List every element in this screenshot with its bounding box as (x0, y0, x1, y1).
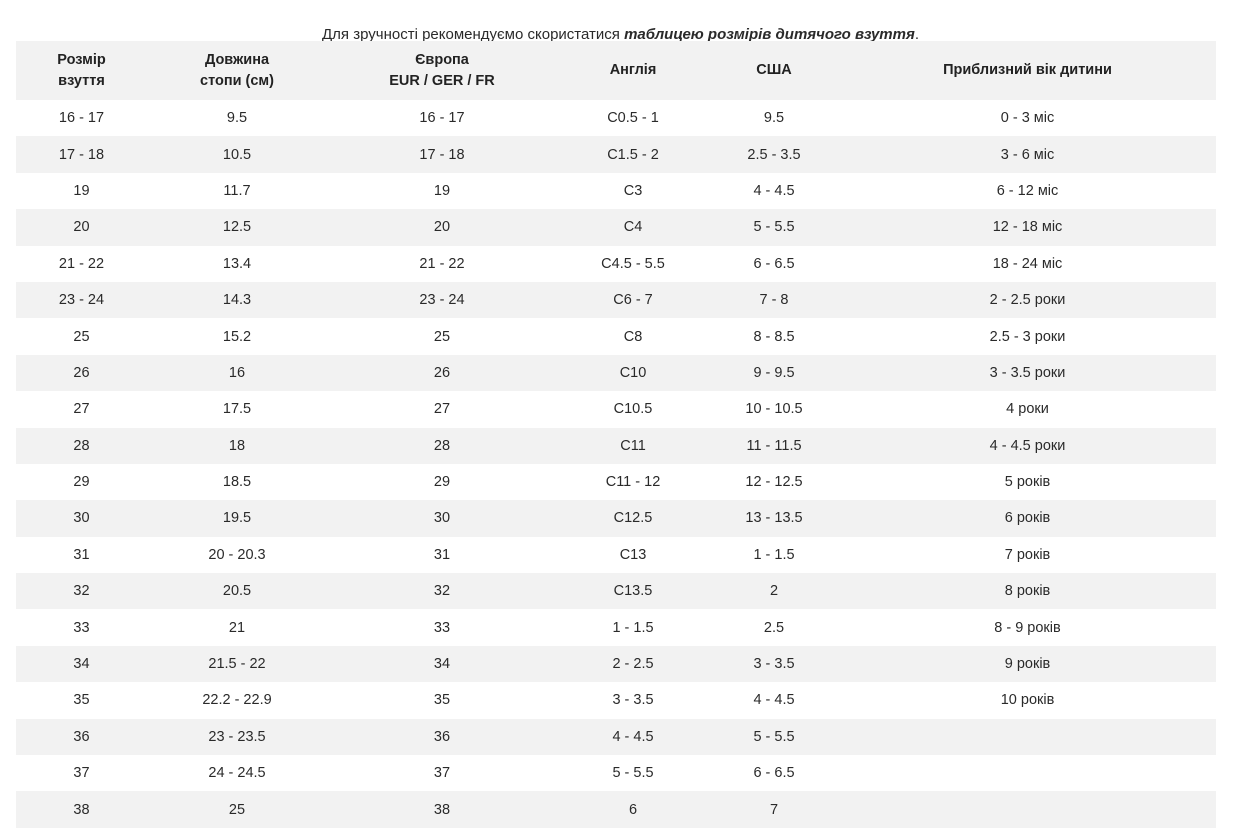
cell-europe: 16 - 17 (419, 110, 465, 127)
cell-foot-length: 10.5 (222, 146, 252, 163)
cell-child-age: 18 - 24 міс (992, 255, 1063, 272)
cell-uk: 1 - 1.5 (612, 619, 654, 636)
cell-child-age: 7 років (1004, 546, 1051, 563)
cell-child-age: 8 - 9 років (994, 619, 1061, 636)
cell-shoe-size: 26 (73, 364, 90, 381)
size-table-body (16, 100, 1216, 828)
cell-uk: 5 - 5.5 (612, 765, 654, 782)
cell-uk: C6 - 7 (613, 292, 653, 309)
cell-foot-length: 20 - 20.3 (208, 546, 266, 563)
cell-child-age: 0 - 3 міс (1000, 110, 1055, 127)
cell-europe: 31 (433, 546, 451, 563)
cell-uk: C13 (619, 546, 647, 563)
table-row (16, 464, 1216, 500)
cell-child-age: 8 років (1004, 583, 1051, 600)
cell-foot-length: 11.7 (223, 182, 251, 199)
header-row (16, 41, 1216, 100)
cell-shoe-size: 35 (73, 692, 90, 709)
cell-shoe-size: 31 (73, 546, 90, 563)
cell-foot-length: 24 - 24.5 (208, 765, 266, 782)
cell-foot-length: 13.4 (222, 255, 252, 272)
cell-usa: 7 - 8 (759, 292, 789, 309)
cell-foot-length: 12.5 (222, 219, 252, 236)
table-row (16, 355, 1216, 391)
header-foot-length (147, 41, 327, 100)
cell-shoe-size: 33 (73, 619, 90, 636)
cell-child-age: 5 років (1004, 474, 1051, 491)
cell-uk: 4 - 4.5 (612, 728, 654, 745)
cell-europe: 29 (433, 474, 451, 491)
cell-uk: C13.5 (613, 583, 653, 600)
cell-usa: 4 - 4.5 (753, 692, 795, 709)
cell-uk: C4 (623, 219, 643, 236)
cell-usa: 13 - 13.5 (745, 510, 803, 527)
cell-child-age (839, 719, 1216, 755)
table-row (16, 209, 1216, 245)
cell-shoe-size: 21 - 22 (58, 255, 105, 272)
header-shoe-size (16, 41, 147, 100)
cell-child-age: 6 - 12 міс (996, 182, 1059, 199)
cell-uk: C10 (619, 364, 647, 381)
cell-usa: 10 - 10.5 (745, 401, 803, 418)
cell-child-age: 3 - 6 міс (1000, 146, 1055, 163)
cell-shoe-size: 37 (73, 765, 90, 782)
cell-child-age: 3 - 3.5 роки (989, 364, 1066, 381)
table-row (16, 173, 1216, 209)
cell-europe: 28 (433, 437, 451, 454)
cell-uk: C4.5 - 5.5 (601, 255, 665, 272)
table-row (16, 136, 1216, 172)
cell-child-age: 10 років (1000, 692, 1055, 709)
table-row (16, 282, 1216, 318)
cell-shoe-size: 34 (73, 656, 90, 673)
cell-foot-length: 20.5 (222, 583, 252, 600)
cell-shoe-size: 25 (73, 328, 90, 345)
header-line: Приблизний вік дитини (943, 62, 1112, 78)
cell-usa: 7 (769, 801, 779, 818)
cell-uk: 2 - 2.5 (612, 656, 654, 673)
cell-usa: 1 - 1.5 (753, 546, 795, 563)
cell-shoe-size: 36 (73, 728, 90, 745)
cell-europe: 37 (433, 765, 451, 782)
cell-usa: 9.5 (763, 110, 785, 127)
cell-usa: 2 (769, 583, 779, 600)
cell-usa: 12 - 12.5 (745, 474, 803, 491)
table-row (16, 791, 1216, 827)
header-line: Розмір (57, 51, 106, 68)
cell-usa: 3 - 3.5 (753, 656, 795, 673)
table-row (16, 100, 1216, 136)
size-table-header (16, 41, 1216, 100)
table-row (16, 246, 1216, 282)
cell-foot-length: 18 (228, 437, 246, 454)
cell-europe: 21 - 22 (419, 255, 465, 272)
table-row (16, 646, 1216, 682)
cell-usa: 8 - 8.5 (753, 328, 795, 345)
cell-europe: 30 (433, 510, 451, 527)
cell-europe: 35 (433, 692, 451, 709)
cell-usa: 5 - 5.5 (753, 219, 795, 236)
cell-shoe-size: 30 (73, 510, 90, 527)
cell-shoe-size: 32 (73, 583, 90, 600)
cell-europe: 38 (433, 801, 451, 818)
cell-foot-length: 15.2 (222, 328, 252, 345)
cell-child-age: 9 років (1004, 656, 1051, 673)
cell-foot-length: 17.5 (222, 401, 252, 418)
cell-uk: C0.5 - 1 (607, 110, 659, 127)
header-line: Довжина (204, 51, 270, 68)
table-row (16, 719, 1216, 755)
cell-usa: 6 - 6.5 (753, 765, 795, 782)
cell-usa: 11 - 11.5 (746, 437, 802, 454)
header-line: Європа (415, 51, 469, 68)
header-line: Англія (609, 62, 657, 78)
cell-child-age: 4 - 4.5 роки (989, 437, 1066, 454)
cell-usa: 4 - 4.5 (753, 182, 795, 199)
cell-usa: 2.5 - 3.5 (747, 146, 801, 163)
cell-foot-length: 18.5 (222, 474, 252, 491)
cell-shoe-size: 17 - 18 (58, 146, 105, 163)
cell-europe: 20 (433, 219, 451, 236)
cell-foot-length: 25 (228, 801, 246, 818)
intro-prefix: Для зручності рекомендуємо скористатися (322, 26, 625, 43)
cell-europe: 23 - 24 (419, 292, 465, 309)
cell-shoe-size: 29 (73, 474, 90, 491)
size-table (16, 41, 1216, 828)
header-usa (709, 41, 839, 100)
cell-child-age: 2.5 - 3 роки (989, 328, 1066, 345)
cell-usa: 2.5 (763, 619, 785, 636)
cell-europe: 34 (433, 656, 451, 673)
table-row (16, 573, 1216, 609)
cell-shoe-size: 28 (73, 437, 90, 454)
cell-europe: 25 (433, 328, 451, 345)
cell-uk: C11 - 12 (605, 474, 661, 491)
cell-uk: C1.5 - 2 (607, 146, 659, 163)
cell-usa: 6 - 6.5 (753, 255, 795, 272)
cell-uk: 6 (628, 801, 638, 818)
intro-emphasis: таблицею розмірів дитячого взуття (624, 26, 915, 43)
cell-foot-length: 19.5 (222, 510, 252, 527)
cell-shoe-size: 16 - 17 (58, 110, 105, 127)
cell-europe: 27 (433, 401, 451, 418)
cell-child-age (839, 791, 1216, 827)
cell-child-age: 2 - 2.5 роки (989, 292, 1066, 309)
cell-uk: C10.5 (613, 401, 653, 418)
cell-europe: 26 (433, 364, 451, 381)
cell-europe: 17 - 18 (419, 146, 465, 163)
cell-uk: 3 - 3.5 (612, 692, 654, 709)
cell-foot-length: 21.5 - 22 (208, 656, 266, 673)
cell-foot-length: 23 - 23.5 (208, 728, 266, 745)
header-line: стопи (см) (200, 72, 274, 89)
cell-uk: C11 (620, 437, 646, 454)
cell-foot-length: 16 (228, 364, 246, 381)
cell-foot-length: 9.5 (226, 110, 248, 127)
cell-foot-length: 14.3 (222, 292, 252, 309)
cell-usa: 9 - 9.5 (753, 364, 795, 381)
cell-foot-length: 21 (228, 619, 246, 636)
cell-europe: 19 (433, 182, 451, 199)
table-row (16, 391, 1216, 427)
header-line: EUR / GER / FR (389, 72, 495, 89)
header-child-age (839, 41, 1216, 100)
cell-shoe-size: 20 (73, 219, 90, 236)
cell-child-age: 6 років (1004, 510, 1051, 527)
header-uk (557, 41, 709, 100)
cell-shoe-size: 19 (73, 182, 90, 199)
cell-europe: 33 (433, 619, 451, 636)
cell-usa: 5 - 5.5 (753, 728, 795, 745)
cell-europe: 36 (433, 728, 451, 745)
header-line: взуття (58, 72, 105, 89)
cell-foot-length: 22.2 - 22.9 (202, 692, 272, 709)
table-row (16, 609, 1216, 645)
header-europe (327, 41, 557, 100)
table-row (16, 500, 1216, 536)
cell-child-age (839, 755, 1216, 791)
cell-shoe-size: 23 - 24 (58, 292, 105, 309)
table-row (16, 428, 1216, 464)
cell-uk: C8 (623, 328, 643, 345)
intro-suffix: . (914, 26, 919, 43)
table-row (16, 318, 1216, 354)
table-row (16, 755, 1216, 791)
cell-shoe-size: 38 (73, 801, 90, 818)
cell-uk: C12.5 (613, 510, 653, 527)
cell-child-age: 4 роки (1006, 401, 1049, 418)
cell-europe: 32 (433, 583, 451, 600)
cell-shoe-size: 27 (73, 401, 90, 418)
header-line: США (756, 62, 792, 78)
cell-uk: C3 (623, 182, 643, 199)
table-row (16, 682, 1216, 718)
cell-child-age: 12 - 18 міс (992, 219, 1063, 236)
table-row (16, 537, 1216, 573)
